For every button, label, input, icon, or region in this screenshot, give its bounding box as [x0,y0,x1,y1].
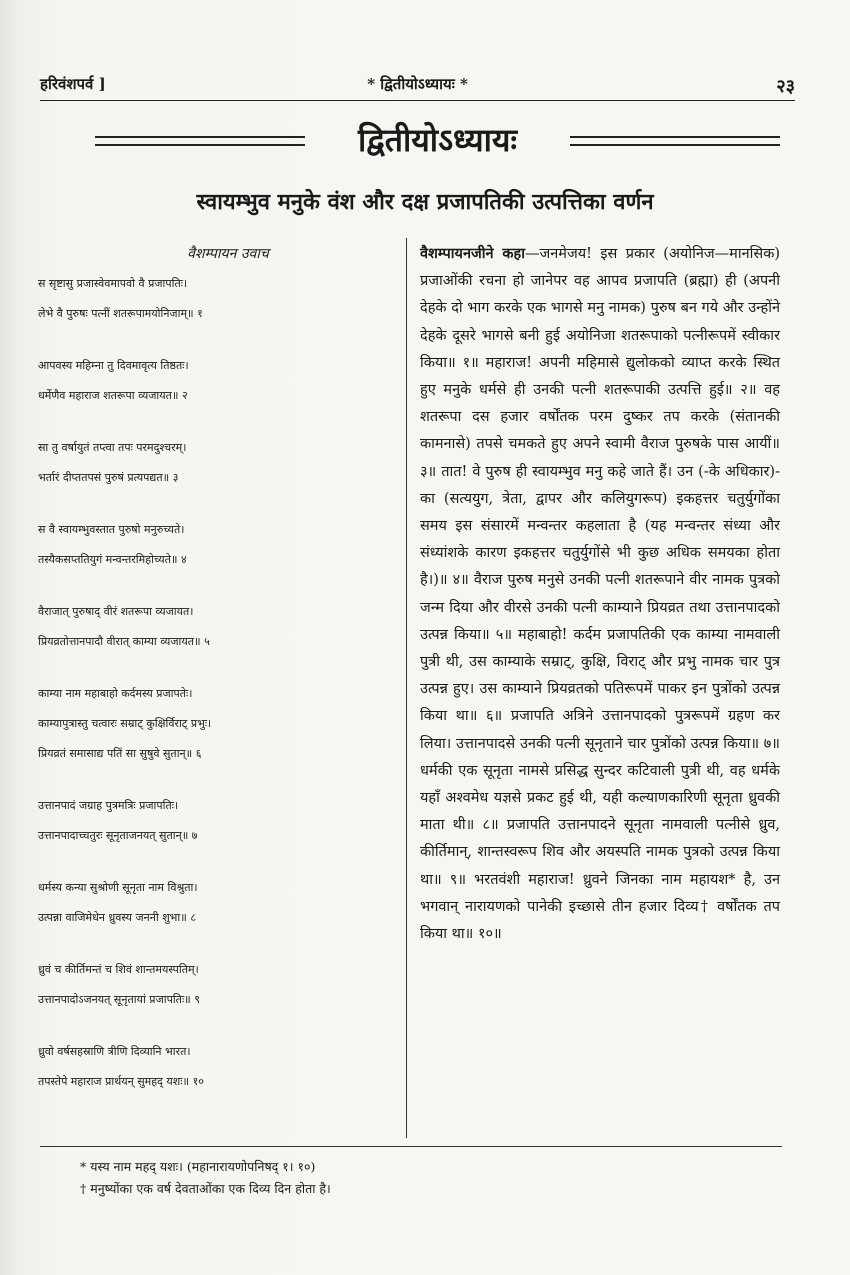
shloka-line: प्रियव्रतोत्तानपादौ वीरात् काम्या व्यजायत॥ ५ [38,635,210,648]
shloka-line: ध्रुवो वर्षसहस्राणि त्रीणि दिव्यानि भारत। [38,1045,191,1058]
shloka-block [38,791,398,851]
shloka-line: ध्रुवं च कीर्तिमन्तं च शिवं शान्तमयस्पतिम्। [38,963,199,976]
shloka-block [38,515,398,575]
shloka-line: आपवस्य महिम्ना तु दिवमावृत्य तिष्ठतः। [38,359,189,372]
shloka-line: लेभे वै पुरुषः पत्नीं शतरूपामयोनिजाम्॥ १ [38,307,203,320]
footnote-2: † मनुष्योंका एक वर्ष देवताओंका एक दिव्य दिन होता है। [80,1181,331,1196]
shloka-line: काम्या नाम महाबाहो कर्दमस्य प्रजापतेः। [38,687,193,700]
shloka-block [38,597,398,657]
column-divider [406,238,407,1138]
shloka-line: सा तु वर्षायुतं तप्त्वा तपः परमदुश्चरम्। [38,441,187,454]
shloka-line: उत्पन्ना वाजिमेधेन ध्रुवस्य जननी शुभा॥ ८ [38,911,197,924]
running-header [40,74,795,98]
shloka-block [38,873,398,933]
header-chapter-name: * द्वितीयोऽध्यायः * [367,75,468,93]
shloka-block [38,269,398,329]
translation-lead: वैशम्पायनजीने कहा [420,245,525,262]
translation-text: —जनमेजय! इस प्रकार (अयोनिज—मानसिक) प्रजाओंकी रचना हो जानेपर वह आपव प्रजापति (ब्रह्मा) ही (अपनी देहके दो भाग करके एक भागसे मनु नामक) पुरुष बन गये और उन्होंने देहके दूसरे भागसे बनी हुई अयोनिजा शतरूपाको पत्नीरूपमें स्वीकार किया॥ १॥ महाराज! अपनी महिमासे द्युलोकको व्याप्त करके स्थित हुए मनुके धर्मसे ही उनकी पत्नी शतरूपाकी उत्पत्ति हुई॥ २॥ वह शतरूपा दस हजार वर्षोंतक परम दुष्कर तप करके (संतानकी कामनासे) तपसे चमकते हुए अपने स्वामी वैराज पुरुषके पास आयीं॥ ३॥ तात! वे पुरुष ही स्वायम्भुव मनु कहे जाते हैं। उन (-के अधिकार)-का (सत्ययुग, त्रेता, द्वापर और कलियुगरूप) इकहत्तर चतुर्युगोंका समय इस संसारमें मन्वन्तर कहलाता है (यह मन्वन्तर संध्या और संध्यांशके कारण इकहत्तर चतुर्युगोंसे भी कुछ अधिक समयका होता है।)॥ ४॥ वैराज पुरुष मनुसे उनकी पत्नी शतरूपाने वीर नामक पुत्रको जन्म दिया और वीरसे उनकी पत्नी काम्याने प्रियव्रत तथा उत्तानपादको उत्पन्न किया॥ ५॥ महाबाहो! कर्दम प्रजापतिकी एक काम्या नामवाली पुत्री थी, उस काम्याके सम्राट्, कुक्षि, विराट् और प्रभु नामक चार पुत्र उत्पन्न हुए। उस काम्याने प्रियव्रतको पतिरूपमें पाकर इन पुत्रोंको उत्पन्न किया था॥ ६॥ प्रजापति अत्रिने उत्तानपादको पुत्ररूपमें ग्रहण कर लिया। उत्तानपादसे उनकी पत्नी सूनृताने चार पुत्रोंको उत्पन्न किया॥ ७॥ धर्मकी एक सूनृता नामसे प्रसिद्ध सुन्दर कटिवाली पुत्री थी, वह धर्मके यहाँ अश्वमेध यज्ञसे प्रकट हुई थी, यही कल्याणकारिणी सूनृता ध्रुवकी माता थी॥ ८॥ प्रजापति उत्तानपादने सूनृता नामवाली पत्नीसे ध्रुव, कीर्तिमान्, शान्तस्वरूप शिव और अयस्पति नामक पुत्रको उत्पन्न किया था॥ ९॥ भरतवंशी महाराज! ध्रुवने जिनका नाम महायश* है, उन भगवान् नारायणको पानेकी इच्छासे तीन हजार दिव्य† वर्षोंतक तप किया था॥ १०॥ [420,246,780,943]
page-number: २३ [776,76,795,97]
shloka-line: भर्तारं दीप्ततपसं पुरुषं प्रत्यपद्यत॥ ३ [38,471,179,484]
shloka-line: धर्मस्य कन्या सुश्रोणी सूनृता नाम विश्रुता। [38,881,198,894]
translation-column [420,240,780,948]
shloka-line: धर्मेणैव महाराज शतरूपा व्यजायत॥ २ [38,389,188,402]
shloka-line: उत्तानपादं जग्राह पुत्रमत्रिः प्रजापतिः। [38,799,179,812]
shloka-block [38,351,398,411]
shloka-line: वैराजात् पुरुषाद् वीरं शतरूपा व्यजायत। [38,605,194,618]
footnote-rule [40,1146,782,1147]
footnotes [80,1156,680,1200]
footnote-1: * यस्य नाम महद् यशः। (महानारायणोपनिषद् १। १०) [80,1159,316,1174]
sanskrit-column [38,244,398,1119]
shloka-line: उत्तानपादोऽजनयत् सूनृतायां प्रजापतिः॥ ९ [38,993,200,1006]
shloka-block [38,955,398,1015]
shloka-line: तस्यैकसप्ततियुगं मन्वन्तरमिहोच्यते॥ ४ [38,553,187,566]
shloka-line: काम्यापुत्रास्तु चत्वारः सम्राट् कुक्षिर्विराट् प्रभुः। [38,717,212,730]
shloka-list [38,269,398,1097]
shloka-block [38,1037,398,1097]
header-rule [40,100,795,101]
chapter-title: द्वितीयोऽध्यायः [358,121,517,159]
title-ornament-right [570,136,780,146]
chapter-subtitle: स्वायम्भुव मनुके वंश और दक्ष प्रजापतिकी उत्पत्तिका वर्णन [196,189,654,215]
shloka-line: उत्तानपादाच्चतुरः सूनृताजनयत् सुतान्॥ ७ [38,829,198,842]
shloka-line: प्रियव्रतं समासाद्य पतिं सा सुषुवे सुतान्॥ ६ [38,747,202,760]
shloka-line: तपस्तेपे महाराज प्रार्थयन् सुमहद् यशः॥ १० [38,1075,205,1088]
header-book-name: हरिवंशपर्व ] [40,75,106,93]
shloka-block [38,679,398,769]
shloka-block [38,433,398,493]
shloka-line: स सृष्टासु प्रजास्वेवमापवो वै प्रजापतिः। [38,277,188,290]
shloka-line: स वै स्वायम्भुवस्तात पुरुषो मनुरुच्यते। [38,523,185,536]
speaker-heading: वैशम्पायन उवाच [187,246,269,262]
chapter-title-row [95,118,780,162]
